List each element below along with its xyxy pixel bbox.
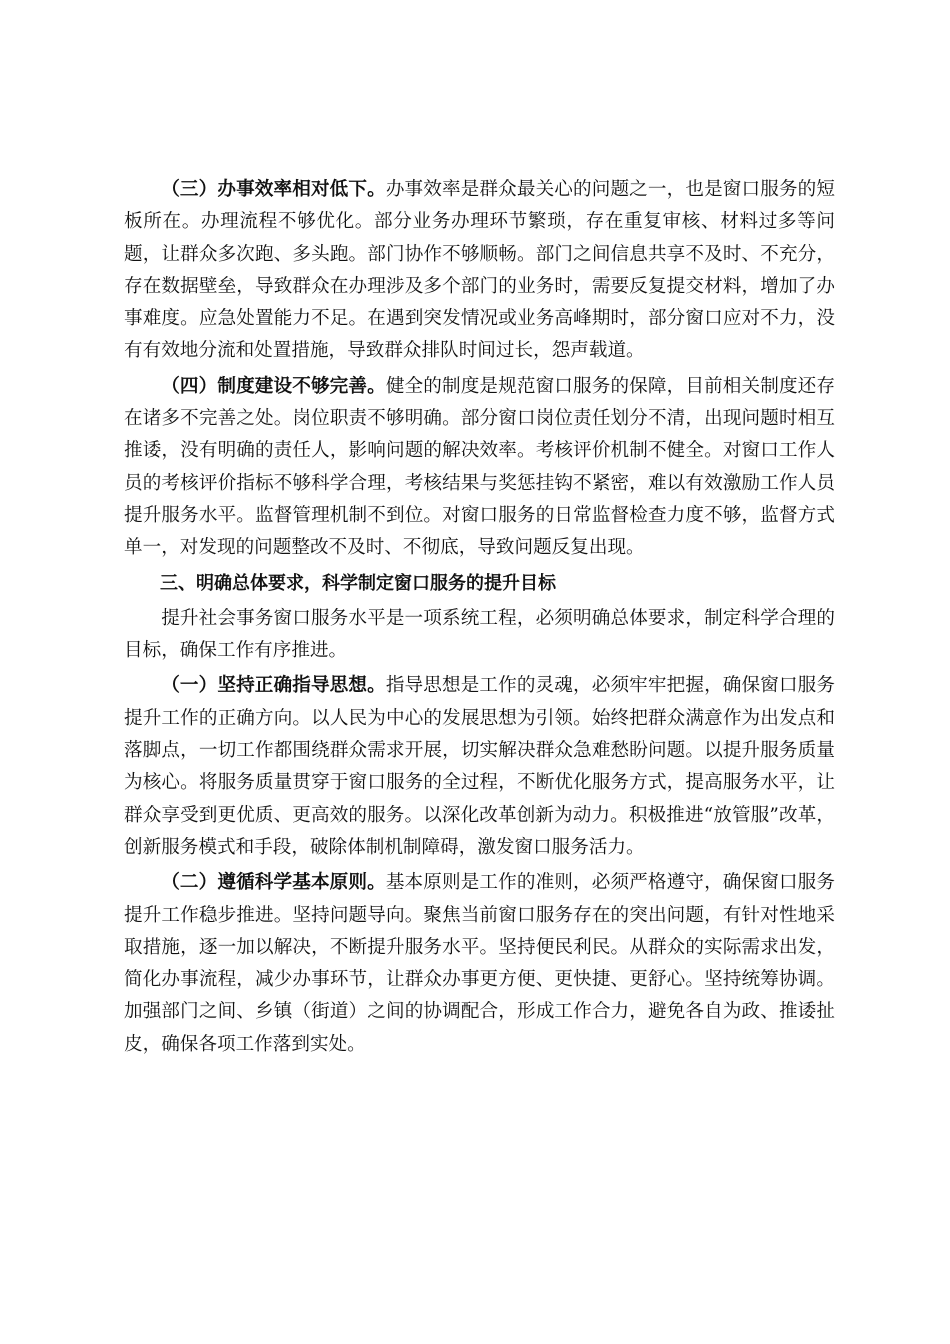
paragraph-body: 办事效率是群众最关心的问题之一，也是窗口服务的短板所在。办理流程不够优化。部分业务办理环节繁琐，存在重复审核、材料过多等问题，让群众多次跑、多头跑。部门协作不够顺畅。部门之间信息共享不及时、不充分，存在数据壁垒，导致群众在办理涉及多个部门的业务时，需要反复提交材料，增加了办事难度。应急处置能力不足。在遇到突发情况或业务高峰期时，部分窗口应对不力，没有有效地分流和处置措施，导致群众排队时间过长，怨声载道。	[124, 179, 835, 362]
paragraph-basic-principles	[124, 867, 835, 1061]
paragraph-body: 指导思想是工作的灵魂，必须牢牢把握，确保窗口服务提升工作的正确方向。以人民为中心的发展思想为引领。始终把群众满意作为出发点和落脚点，一切工作都围绕群众需求开展，切实解决群众急难愁盼问题。以提升服务质量为核心。将服务质量贯穿于窗口服务的全过程，不断优化服务方式，提高服务水平，让群众享受到更优质、更高效的服务。以深化改革创新为动力。积极推进“放管服”改革，创新服务模式和手段，破除体制机制障碍，激发窗口服务活力。	[124, 675, 835, 858]
paragraph-lead: （二）遵循科学基本原则。	[161, 872, 386, 894]
paragraph-body: 健全的制度是规范窗口服务的保障，目前相关制度还存在诸多不完善之处。岗位职责不够明确。部分窗口岗位责任划分不清，出现问题时相互推诿，没有明确的责任人，影响问题的解决效率。考核评价机制不健全。对窗口工作人员的考核评价指标不够科学合理，考核结果与奖惩挂钩不紧密，难以有效激励工作人员提升服务水平。监督管理机制不到位。对窗口服务的日常监督检查力度不够，监督方式单一，对发现的问题整改不及时、不彻底，导致问题反复出现。	[124, 375, 835, 559]
paragraph-body: 基本原则是工作的准则，必须严格遵守，确保窗口服务提升工作稳步推进。坚持问题导向。聚焦当前窗口服务存在的突出问题，有针对性地采取措施，逐一加以解决，不断提升服务水平。坚持便民利民。从群众的实际需求出发，简化办事流程，减少办事环节，让群众办事更方便、更快捷、更舒心。坚持统筹协调。加强部门之间、乡镇（街道）之间的协调配合，形成工作合力，避免各自为政、推诿扯皮，确保各项工作落到实处。	[124, 872, 835, 1055]
paragraph-efficiency	[124, 174, 835, 368]
paragraph-institutions	[124, 371, 835, 565]
section-intro: 提升社会事务窗口服务水平是一项系统工程，必须明确总体要求，制定科学合理的目标，确保工作有序推进。	[124, 607, 835, 662]
paragraph-lead: （三）办事效率相对低下。	[161, 179, 386, 200]
document-page	[124, 174, 835, 1061]
paragraph-lead: （一）坚持正确指导思想。	[161, 675, 386, 697]
section-heading: 三、明确总体要求，科学制定窗口服务的提升目标	[160, 572, 556, 594]
paragraph-guiding-thought	[124, 670, 835, 864]
paragraph-lead: （四）制度建设不够完善。	[161, 375, 386, 397]
